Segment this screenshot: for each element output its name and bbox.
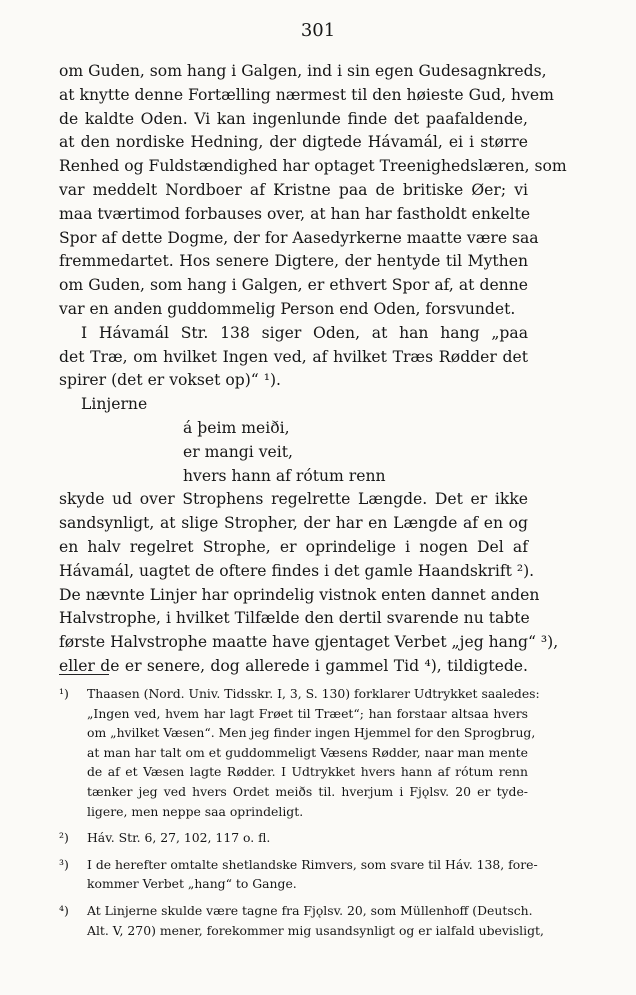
footnote-line: ligere, men neppe saa oprindeligt.	[87, 803, 304, 819]
text-line: maa tværtimod forbauses over, at han har fastholdt enkelte	[59, 204, 531, 223]
footnote-line: tænker jeg ved hvers Ordet meiðs til. hverjum i Fjǫlsv. 20 er tyde-	[87, 783, 528, 799]
text-line: om Guden, som hang i Galgen, ind i sin egen Gudesagnkreds,	[59, 62, 547, 80]
footnote-marker: ³)	[59, 856, 69, 872]
footnotes	[59, 684, 544, 940]
footnote-3	[59, 855, 538, 894]
text-line: I Hávamál Str. 138 siger Oden, at han hang „paa	[81, 323, 528, 342]
footnote-marker: ¹)	[59, 686, 69, 701]
text-line: at knytte denne Fortælling nærmest til den høieste Gud, hvem	[59, 85, 554, 104]
text-line: spirer (det er vokset op)“ ¹).	[59, 371, 281, 390]
footnote-4	[59, 901, 544, 940]
text-line: fremmedartet. Hos senere Digtere, der hentyde til Mythen	[59, 252, 528, 271]
footnote-text: Háv. Str. 6, 27, 102, 117 o. fl.	[87, 830, 271, 846]
footnote-line: de af et Væsen lagte Rødder. I Udtrykket hvers hann af rótum renn	[87, 764, 528, 780]
footnote-line	[59, 828, 528, 848]
verse-line: hvers hann af rótum renn	[183, 466, 386, 485]
text-line: De nævnte Linjer har oprindelig vistnok enten dannet anden	[59, 585, 540, 604]
text-line: en halv regelret Strophe, er oprindelige i nogen Del af	[59, 537, 528, 556]
footnote-line	[59, 901, 533, 921]
footnote-line: kommer Verbet „hang“ to Gange.	[87, 876, 297, 892]
text-line: at den nordiske Hedning, der digtede Hávamál, ei i større	[59, 133, 528, 152]
footnote-marker: ⁴)	[59, 902, 69, 918]
footnote-line	[59, 684, 540, 704]
footnote-text: At Linjerne skulde være tagne fra Fjǫlsv. 20, som Müllenhoff (Deutsch.	[87, 902, 533, 918]
footnote-1	[59, 684, 540, 821]
footnote-text: I de herefter omtalte shetlandske Rimvers, som svare til Háv. 138, fore-	[87, 856, 538, 872]
footnote-line: Alt. V, 270) mener, forekommer mig usandsynligt og er ialfald ubevisligt,	[87, 922, 544, 938]
verse-line: er mangi veit,	[183, 442, 293, 461]
text-line: Hávamál, uagtet de oftere findes i det gamle Haandskrift ²).	[59, 561, 535, 580]
verse-line: á þeim meiði,	[183, 418, 290, 437]
footnote-line: om „hvilket Væsen“. Men jeg finder ingen Hjemmel for den Sprogbrug,	[87, 725, 536, 741]
body-text	[59, 60, 567, 679]
footnote-line: „Ingen ved, hvem har lagt Frøet til Træet“; han forstaar altsaa hvers	[87, 705, 528, 721]
footnote-text: Thaasen (Nord. Univ. Tidsskr. I, 3, S. 130) forklarer Udtrykket saaledes:	[87, 686, 540, 701]
text-line: det Træ, om hvilket Ingen ved, af hvilket Træs Rødder det	[59, 347, 528, 366]
text-line: Linjerne	[81, 395, 148, 414]
footnote-line: at man har talt om et guddommeligt Væsens Rødder, naar man mente	[87, 744, 528, 760]
footnote-line	[59, 855, 538, 875]
text-line: skyde ud over Strophens regelrette Længde. Det er ikke	[59, 490, 528, 509]
footnote-2	[59, 828, 528, 848]
text-line: første Halvstrophe maatte have gjentaget Verbet „jeg hang“ ³),	[59, 633, 559, 652]
text-line: sandsynligt, at slige Stropher, der har en Længde af en og	[59, 514, 528, 533]
footnote-rule	[59, 674, 109, 675]
page-number: 301	[300, 20, 336, 41]
footnote-marker: ²)	[59, 830, 69, 846]
text-line: Spor af dette Dogme, der for Aasedyrkerne maatte være saa	[59, 228, 539, 247]
text-line: eller de er senere, dog allerede i gammel Tid ⁴), tildigtede.	[59, 656, 528, 675]
text-line: om Guden, som hang i Galgen, er ethvert Spor af, at denne	[59, 276, 528, 295]
text-line: var en anden guddommelig Person end Oden, forsvundet.	[59, 299, 516, 318]
text-line: de kaldte Oden. Vi kan ingenlunde finde det paafaldende,	[59, 109, 528, 128]
text-line: var meddelt Nordboer af Kristne paa de britiske Øer; vi	[59, 180, 528, 199]
text-line: Halvstrophe, i hvilket Tilfælde den dertil svarende nu tabte	[59, 609, 530, 628]
text-line: Renhed og Fuldstændighed har optaget Treenighedslæren, som	[59, 157, 567, 176]
